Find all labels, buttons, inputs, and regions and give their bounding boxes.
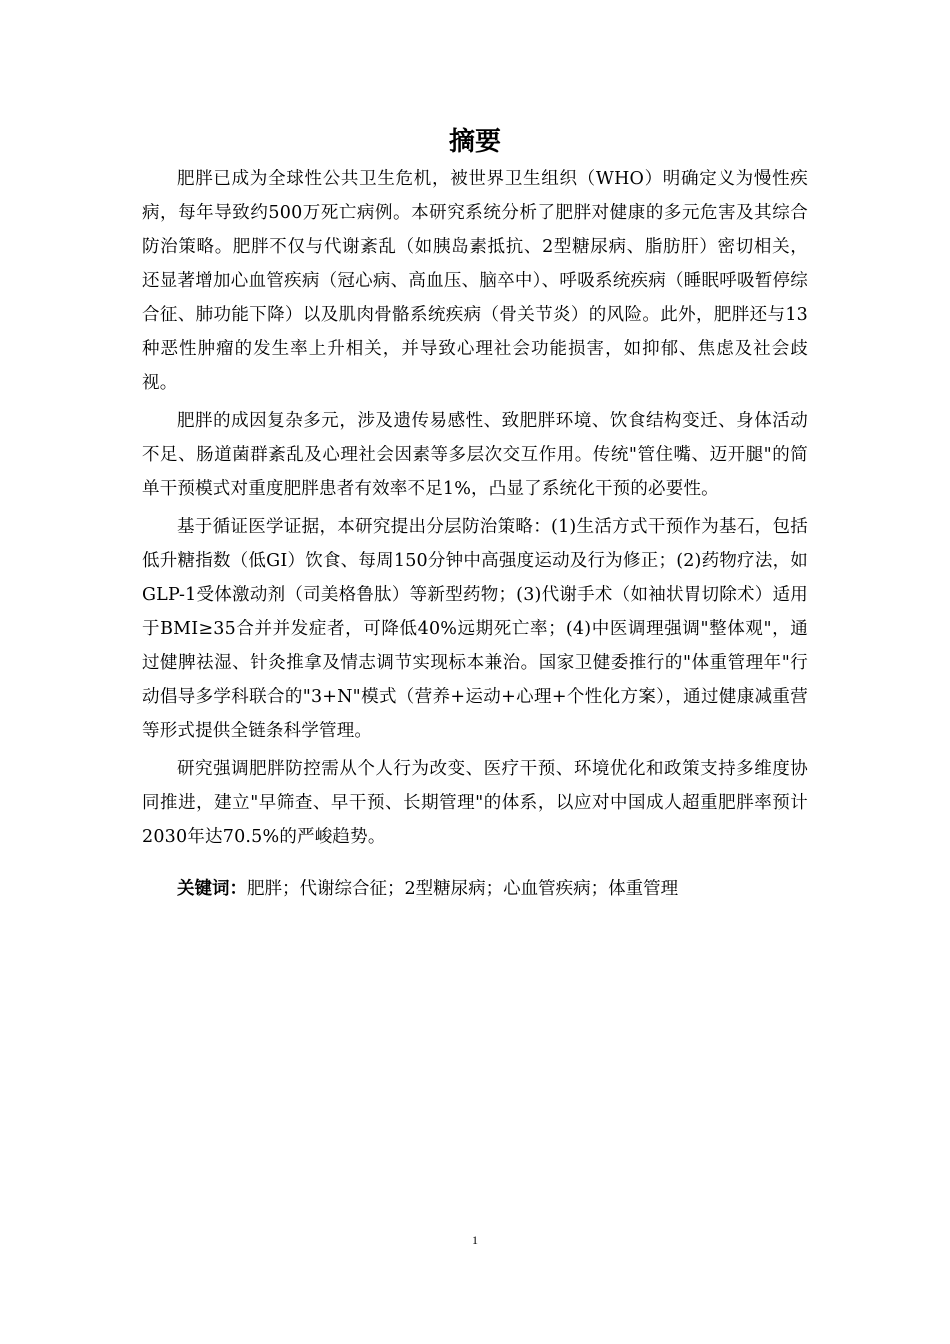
abstract-paragraph-2: 肥胖的成因复杂多元，涉及遗传易感性、致肥胖环境、饮食结构变迁、身体活动不足、肠道菌群紊乱及心理社会因素等多层次交互作用。传统"管住嘴、迈开腿"的简单干预模式对重度肥胖患者有效率不足1%，凸显了系统化干预的必要性。 bbox=[142, 411, 808, 499]
keywords-line bbox=[142, 872, 808, 906]
keywords-list: 肥胖；代谢综合征；2型糖尿病；心血管疾病；体重管理 bbox=[247, 879, 679, 899]
abstract-title: 摘要 bbox=[448, 127, 501, 157]
keywords-label: 关键词： bbox=[177, 879, 247, 899]
abstract-paragraph-4: 研究强调肥胖防控需从个人行为改变、医疗干预、环境优化和政策支持多维度协同推进，建立"早筛查、早干预、长期管理"的体系，以应对中国成人超重肥胖率预计2030年达70.5%的严峻趋势。 bbox=[142, 759, 808, 847]
abstract-paragraph-1: 肥胖已成为全球性公共卫生危机，被世界卫生组织（WHO）明确定义为慢性疾病，每年导致约500万死亡病例。本研究系统分析了肥胖对健康的多元危害及其综合防治策略。肥胖不仅与代谢紊乱（如胰岛素抵抗、2型糖尿病、脂肪肝）密切相关，还显著增加心血管疾病（冠心病、高血压、脑卒中）、呼吸系统疾病（睡眠呼吸暂停综合征、肺功能下降）以及肌肉骨骼系统疾病（骨关节炎）的风险。此外，肥胖还与13种恶性肿瘤的发生率上升相关，并导致心理社会功能损害，如抑郁、焦虑及社会歧视。 bbox=[142, 169, 808, 393]
abstract-body bbox=[142, 162, 808, 906]
page-number: 1 bbox=[472, 1233, 478, 1247]
abstract-paragraph-3: 基于循证医学证据，本研究提出分层防治策略：(1)生活方式干预作为基石，包括低升糖指数（低GI）饮食、每周150分钟中高强度运动及行为修正；(2)药物疗法，如GLP-1受体激动剂（司美格鲁肽）等新型药物；(3)代谢手术（如袖状胃切除术）适用于BMI≥35合并并发症者，可降低40%远期死亡率；(4)中医调理强调"整体观"，通过健脾祛湿、针灸推拿及情志调节实现标本兼治。国家卫健委推行的"体重管理年"行动倡导多学科联合的"3+N"模式（营养+运动+心理+个性化方案），通过健康减重营等形式提供全链条科学管理。 bbox=[142, 517, 808, 741]
